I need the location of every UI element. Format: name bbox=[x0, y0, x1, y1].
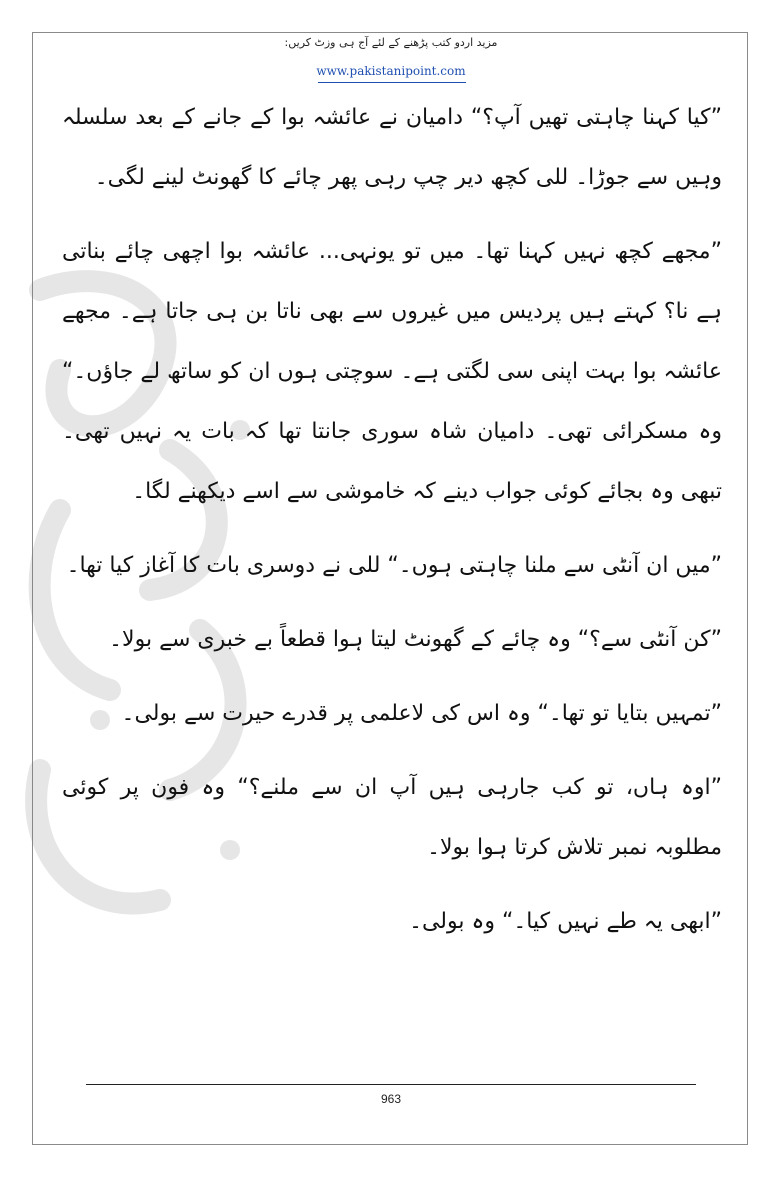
story-text bbox=[62, 88, 722, 966]
header-note: مزید اردو کتب پڑھنے کے لئے آج ہی وزٹ کریں: bbox=[284, 36, 498, 49]
footer-divider bbox=[86, 1084, 696, 1085]
paragraph-6: ”اوہ ہاں، تو کب جارہی ہیں آپ ان سے ملنے؟“ وہ فون پر کوئی مطلوبہ نمبر تلاش کرتا ہوا بولا۔ bbox=[62, 775, 722, 860]
page-number: 963 bbox=[380, 1092, 402, 1106]
header-underline bbox=[318, 82, 466, 83]
paragraph-2: ”مجھے کچھ نہیں کہنا تھا۔ میں تو یونہی... عائشہ بوا اچھی چائے بناتی ہے نا؟ کہتے ہیں پردیس میں غیروں سے بھی ناتا بن ہی جاتا ہے۔ مجھے عائشہ بوا بہت اپنی سی لگتی ہے۔ سوچتی ہوں ان کو ساتھ لے جاؤں۔“ وہ مسکرائی تھی۔ دامیان شاہ سوری جانتا تھا کہ بات یہ نہیں تھی۔ تبھی وہ بجائے کوئی جواب دینے کہ خاموشی سے اسے دیکھنے لگا۔ bbox=[62, 239, 722, 504]
paragraph-4: ”کن آنٹی سے؟“ وہ چائے کے گھونٹ لیتا ہوا قطعاً بے خبری سے بولا۔ bbox=[109, 627, 722, 652]
paragraph-7: ”ابھی یہ طے نہیں کیا۔“ وہ بولی۔ bbox=[409, 909, 722, 934]
paragraph-5: ”تمہیں بتایا تو تھا۔“ وہ اس کی لاعلمی پر قدرے حیرت سے بولی۔ bbox=[121, 701, 722, 726]
website-link[interactable]: www.pakistanipoint.com bbox=[316, 64, 466, 78]
paragraph-1: ”کیا کہنا چاہتی تھیں آپ؟“ دامیان نے عائشہ بوا کے جانے کے بعد سلسلہ وہیں سے جوڑا۔ للی کچھ دیر چپ رہی پھر چائے کا گھونٹ لینے لگی۔ bbox=[62, 105, 722, 190]
paragraph-3: ”میں ان آنٹی سے ملنا چاہتی ہوں۔“ للی نے دوسری بات کا آغاز کیا تھا۔ bbox=[66, 553, 722, 578]
